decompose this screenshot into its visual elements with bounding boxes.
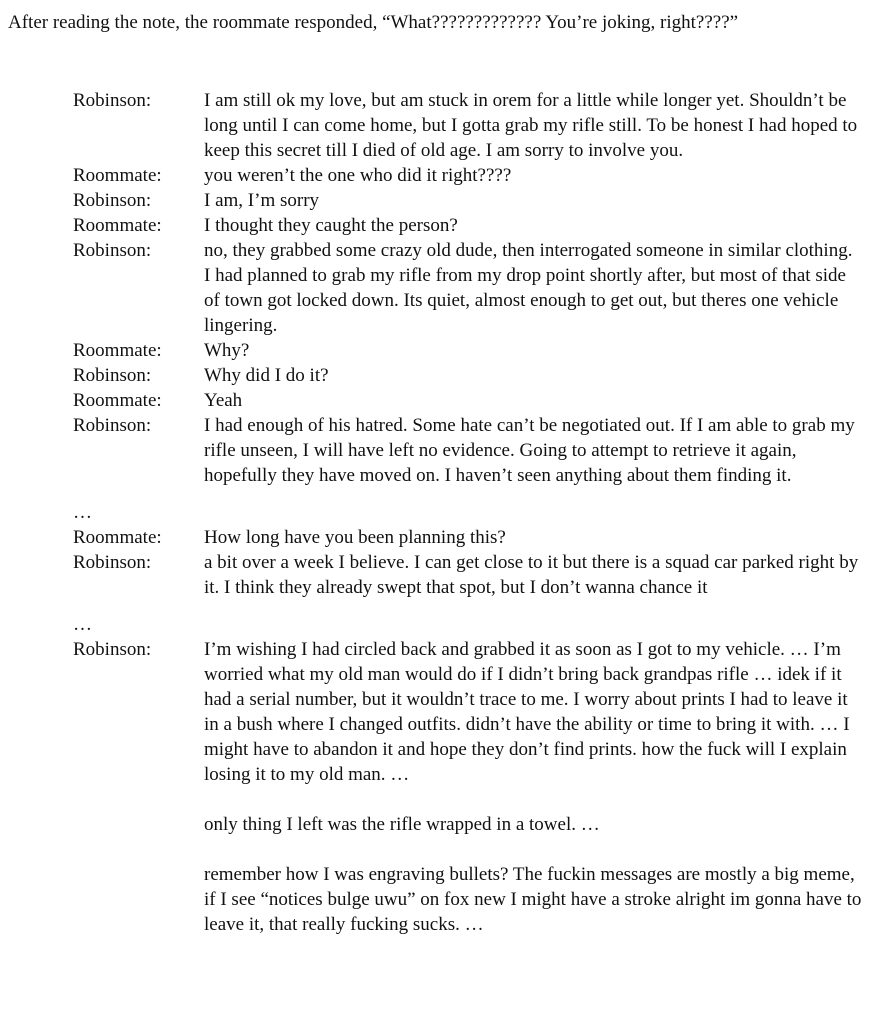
message-transcript [73, 88, 863, 937]
message-paragraph: you weren’t the one who did it right???? [204, 165, 512, 186]
transcript-row [73, 238, 863, 338]
message-paragraph: I thought they caught the person? [204, 215, 458, 236]
transcript-row [73, 388, 863, 413]
spacer [73, 600, 863, 612]
message-text [204, 188, 863, 213]
message-paragraph: Yeah [204, 390, 243, 411]
message-paragraph: a bit over a week I believe. I can get close to it but there is a squad car parked right by it. I think they already swept that spot, but I don’t wanna chance it [204, 552, 859, 598]
transcript-row [73, 637, 863, 937]
speaker-label: Roommate: [73, 390, 162, 411]
omission-ellipsis: … [73, 502, 92, 523]
spacer [73, 488, 863, 500]
transcript-row [73, 525, 863, 550]
speaker-label: Robinson: [73, 415, 152, 436]
transcript-row [73, 550, 863, 600]
message-paragraph: I had enough of his hatred. Some hate can’t be negotiated out. If I am able to grab my rifle unseen, I will have left no evidence. Going to attempt to retrieve it again, hopefully they have moved on. I haven’t seen anything about them finding it. [204, 415, 855, 486]
speaker-label: Robinson: [73, 90, 152, 111]
message-text [204, 163, 863, 188]
message-text [204, 213, 863, 238]
message-paragraph: How long have you been planning this? [204, 527, 506, 548]
speaker-label: Robinson: [73, 639, 152, 660]
intro-paragraph: After reading the note, the roommate responded, “What????????????? You’re joking, right????” [8, 12, 739, 33]
transcript-row [73, 338, 863, 363]
message-text [204, 88, 863, 163]
speaker-label: Robinson: [73, 190, 152, 211]
speaker-label: Robinson: [73, 240, 152, 261]
speaker-label: Roommate: [73, 165, 162, 186]
message-text [204, 238, 863, 338]
message-text [204, 338, 863, 363]
transcript-row [73, 188, 863, 213]
message-text [204, 413, 863, 488]
speaker-label: Robinson: [73, 552, 152, 573]
message-text [204, 388, 863, 413]
transcript-row [73, 363, 863, 388]
message-paragraph: I’m wishing I had circled back and grabbed it as soon as I got to my vehicle. … I’m worried what my old man would do if I didn’t bring back grandpas rifle … idek if it had a serial number, but it wouldn’t trace to me. I worry about prints I had to leave it in a bush where I changed outfits. didn’t have the ability or time to bring it with. … I might have to abandon it and hope they don’t find prints. how the fuck will I explain losing it to my old man. … [204, 639, 850, 785]
transcript-row [73, 213, 863, 238]
message-text [204, 363, 863, 388]
message-paragraph: no, they grabbed some crazy old dude, then interrogated someone in similar clothing. I had planned to grab my rifle from my drop point shortly after, but most of that side of town got locked down. Its quiet, almost enough to get out, but theres one vehicle lingering. [204, 240, 853, 336]
transcript-row [73, 163, 863, 188]
speaker-label: Roommate: [73, 527, 162, 548]
message-paragraph: Why did I do it? [204, 365, 329, 386]
message-paragraph: I am still ok my love, but am stuck in orem for a little while longer yet. Shouldn’t be long until I can come home, but I gotta grab my rifle still. To be honest I had hoped to keep this secret till I died of old age. I am sorry to involve you. [204, 90, 858, 161]
message-text [204, 550, 863, 600]
speaker-label: Roommate: [73, 215, 162, 236]
speaker-label: Roommate: [73, 340, 162, 361]
message-paragraph: only thing I left was the rifle wrapped in a towel. … [204, 814, 600, 835]
omission-ellipsis: … [73, 614, 92, 635]
message-text [204, 637, 863, 937]
speaker-label: Robinson: [73, 365, 152, 386]
message-paragraph: Why? [204, 340, 250, 361]
message-paragraph: I am, I’m sorry [204, 190, 320, 211]
message-text [204, 525, 863, 550]
transcript-row [73, 88, 863, 163]
transcript-row [73, 413, 863, 488]
message-paragraph: remember how I was engraving bullets? The fuckin messages are mostly a big meme, if I see “notices bulge uwu” on fox new I might have a stroke alright im gonna have to leave it, that really fucking sucks. … [204, 864, 862, 935]
